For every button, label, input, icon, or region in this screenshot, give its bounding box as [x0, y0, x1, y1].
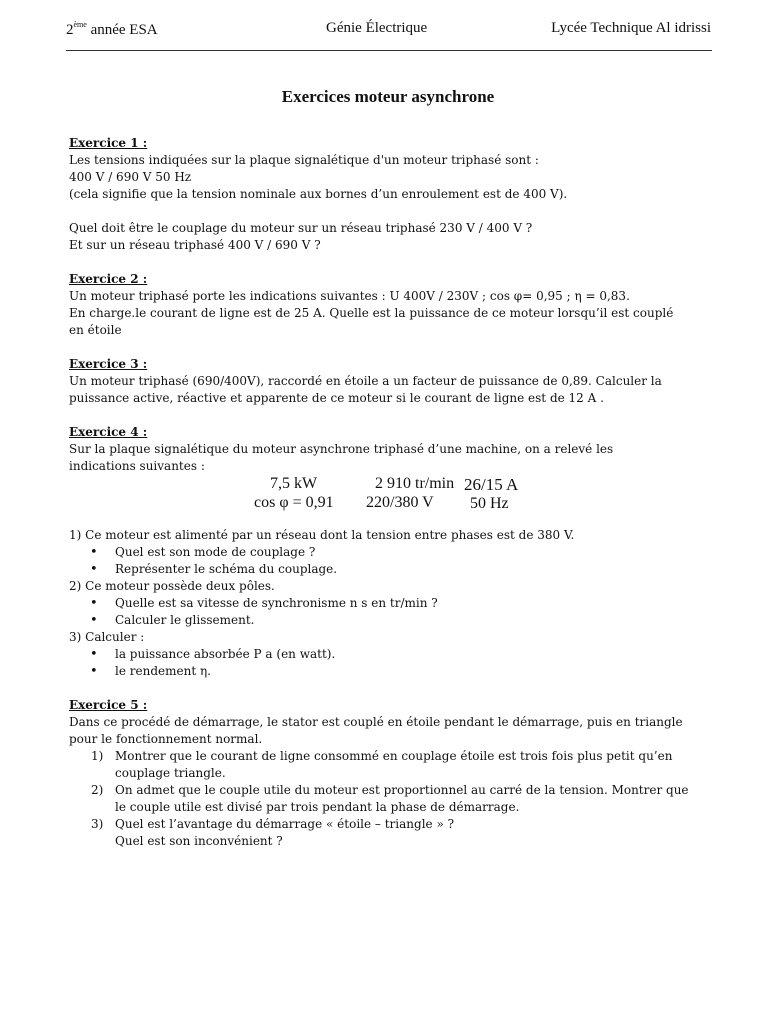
exercise-3-line: puissance active, réactive et apparente de ce moteur si le courant de ligne est de 12 A . [69, 391, 604, 405]
exercise-1-line: (cela signifie que la tension nominale aux bornes d’un enroulement est de 400 V). [69, 187, 568, 201]
spec-power: 7,5 kW [270, 475, 318, 492]
item-number: 1) [91, 749, 104, 763]
list-item: • Représenter le schéma du couplage. [69, 561, 709, 578]
exercise-1-question: Quel doit être le couplage du moteur sur un réseau triphasé 230 V / 400 V ? [69, 221, 533, 235]
page-header [66, 20, 711, 42]
spec-cosphi: cos φ = 0,91 [254, 494, 334, 511]
list-item: • Quel est son mode de couplage ? [69, 544, 709, 561]
item-text-continued: Quel est son inconvénient ? [115, 834, 283, 848]
item-text-continued: couplage triangle. [115, 766, 226, 780]
exercise-3-title: Exercice 3 : [69, 357, 148, 371]
item-text-continued: le couple utile est divisé par trois pendant la phase de démarrage. [115, 800, 520, 814]
part-3-list [69, 646, 709, 680]
exercise-5-line: pour le fonctionnement normal. [69, 732, 263, 746]
spec-voltage: 220/380 V [366, 494, 434, 511]
exercise-2-line: Un moteur triphasé porte les indications suivantes : U 400V / 230V ; cos φ= 0,95 ; η = 0,83. [69, 289, 630, 303]
exercise-5-questions [69, 748, 709, 850]
exercise-4-title: Exercice 4 : [69, 425, 148, 439]
exercise-4-part-1: 1) Ce moteur est alimenté par un réseau dont la tension entre phases est de 380 V. [69, 528, 575, 542]
item-text: Quel est l’avantage du démarrage « étoile – triangle » ? [115, 817, 455, 831]
nameplate-specs [69, 475, 709, 527]
part-2-list [69, 595, 709, 629]
item-text: Montrer que le courant de ligne consommé en couplage étoile est trois fois plus petit qu’en [115, 749, 673, 763]
school-name: Lycée Technique Al idrissi [551, 20, 711, 36]
exercise-1-title: Exercice 1 : [69, 136, 148, 150]
exercise-1-line: 400 V / 690 V 50 Hz [69, 170, 192, 184]
class-level-superscript: ème [73, 20, 87, 29]
spec-speed: 2 910 tr/min [375, 475, 455, 492]
document-body [69, 135, 709, 850]
class-level-number: 2 [66, 22, 74, 38]
spec-frequency: 50 Hz [470, 495, 509, 512]
exercise-2-title: Exercice 2 : [69, 272, 148, 286]
subject-name: Génie Électrique [326, 20, 428, 36]
exercise-4-part-2: 2) Ce moteur possède deux pôles. [69, 579, 275, 593]
exercise-2-line: En charge.le courant de ligne est de 25 A. Quelle est la puissance de ce moteur lorsqu’il est couplé [69, 306, 674, 320]
exercise-4-part-3: 3) Calculer : [69, 630, 145, 644]
exercise-2 [69, 271, 709, 339]
exercise-2-line: en étoile [69, 323, 122, 337]
class-level-text: année ESA [86, 22, 158, 38]
item-number: 3) [91, 817, 104, 831]
class-level [66, 20, 158, 39]
item-number: 2) [91, 783, 104, 797]
item-text: On admet que le couple utile du moteur est proportionnel au carré de la tension. Montrer que [115, 783, 689, 797]
exercise-3 [69, 356, 709, 407]
list-item [69, 816, 709, 850]
list-item [69, 782, 709, 816]
list-item: • Calculer le glissement. [69, 612, 709, 629]
exercise-3-line: Un moteur triphasé (690/400V), raccordé en étoile a un facteur de puissance de 0,89. Calculer la [69, 374, 662, 388]
header-divider [66, 50, 712, 51]
list-item: • la puissance absorbée P a (en watt). [69, 646, 709, 663]
exercise-5-title: Exercice 5 : [69, 698, 148, 712]
exercise-4 [69, 424, 709, 680]
spec-current: 26/15 A [464, 475, 519, 494]
exercise-4-line: Sur la plaque signalétique du moteur asynchrone triphasé d’une machine, on a relevé les [69, 442, 614, 456]
exercise-1-line: Les tensions indiquées sur la plaque signalétique d'un moteur triphasé sont : [69, 153, 539, 167]
exercise-1-question: Et sur un réseau triphasé 400 V / 690 V ? [69, 238, 321, 252]
exercise-4-line: indications suivantes : [69, 459, 205, 473]
list-item: • le rendement η. [69, 663, 709, 680]
list-item [69, 748, 709, 782]
document-title: Exercices moteur asynchrone [281, 87, 495, 106]
exercise-1 [69, 135, 709, 254]
part-1-list [69, 544, 709, 578]
exercise-5 [69, 697, 709, 850]
exercise-5-line: Dans ce procédé de démarrage, le stator est couplé en étoile pendant le démarrage, puis en triangle [69, 715, 683, 729]
list-item: • Quelle est sa vitesse de synchronisme n s en tr/min ? [69, 595, 709, 612]
